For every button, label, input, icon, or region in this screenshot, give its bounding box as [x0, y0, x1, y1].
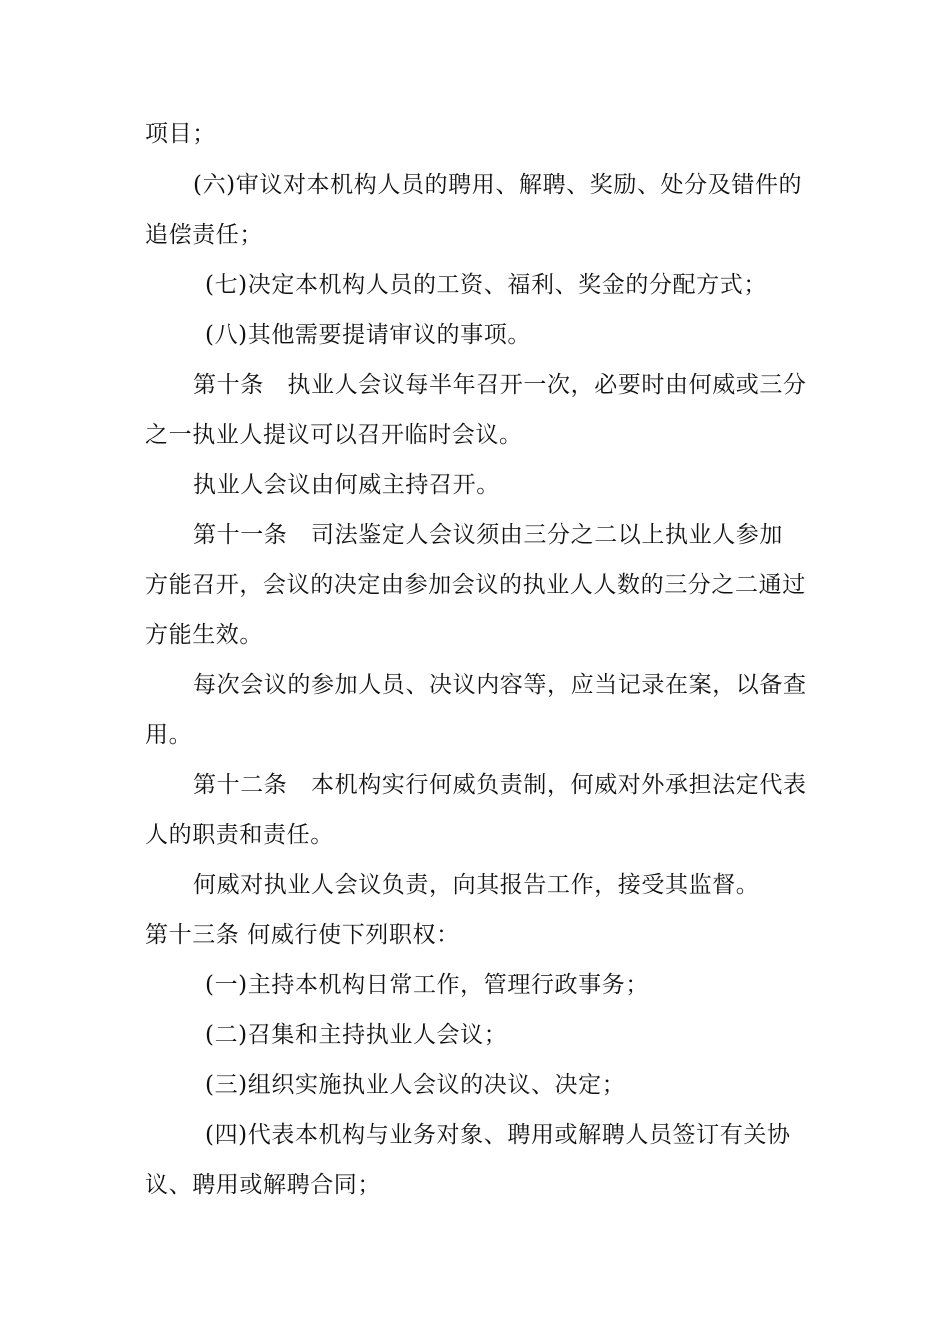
- text-line: 执业人会议由何威主持召开。: [193, 472, 500, 498]
- text-line: (四)代表本机构与业务对象、聘用或解聘人员签订有关协: [205, 1122, 791, 1148]
- text-line: 第十二条 本机构实行何威负责制，何威对外承担法定代表: [193, 772, 807, 798]
- text-line: (七)决定本机构人员的工资、福利、奖金的分配方式；: [205, 272, 767, 298]
- text-line: 项目；: [145, 121, 216, 147]
- text-line: 议、聘用或解聘合同；: [145, 1172, 381, 1198]
- text-line: 何威对执业人会议负责，向其报告工作，接受其监督。: [193, 872, 760, 898]
- text-line: 用。: [145, 722, 193, 748]
- text-line: (三)组织实施执业人会议的决议、决定；: [205, 1072, 626, 1098]
- text-line: 每次会议的参加人员、决议内容等，应当记录在案，以备查: [193, 672, 807, 698]
- text-line: 第十条 执业人会议每半年召开一次，必要时由何威或三分: [193, 372, 807, 398]
- text-line: 追偿责任；: [145, 222, 263, 248]
- text-line: 方能召开，会议的决定由参加会议的执业人人数的三分之二通过: [145, 572, 806, 598]
- text-line: 方能生效。: [145, 622, 263, 648]
- text-line: 第十一条 司法鉴定人会议须由三分之二以上执业人参加: [193, 522, 783, 548]
- text-line: 之一执业人提议可以召开临时会议。: [145, 422, 523, 448]
- text-line: (八)其他需要提请审议的事项。: [205, 322, 531, 348]
- text-line: 人的职责和责任。: [145, 822, 334, 848]
- text-line: (二)召集和主持执业人会议；: [205, 1022, 508, 1048]
- text-line: (一)主持本机构日常工作，管理行政事务；: [205, 972, 649, 998]
- text-line: 第十三条 何威行使下列职权：: [145, 922, 460, 948]
- text-line: (六)审议对本机构人员的聘用、解聘、奖励、处分及错件的: [193, 172, 803, 198]
